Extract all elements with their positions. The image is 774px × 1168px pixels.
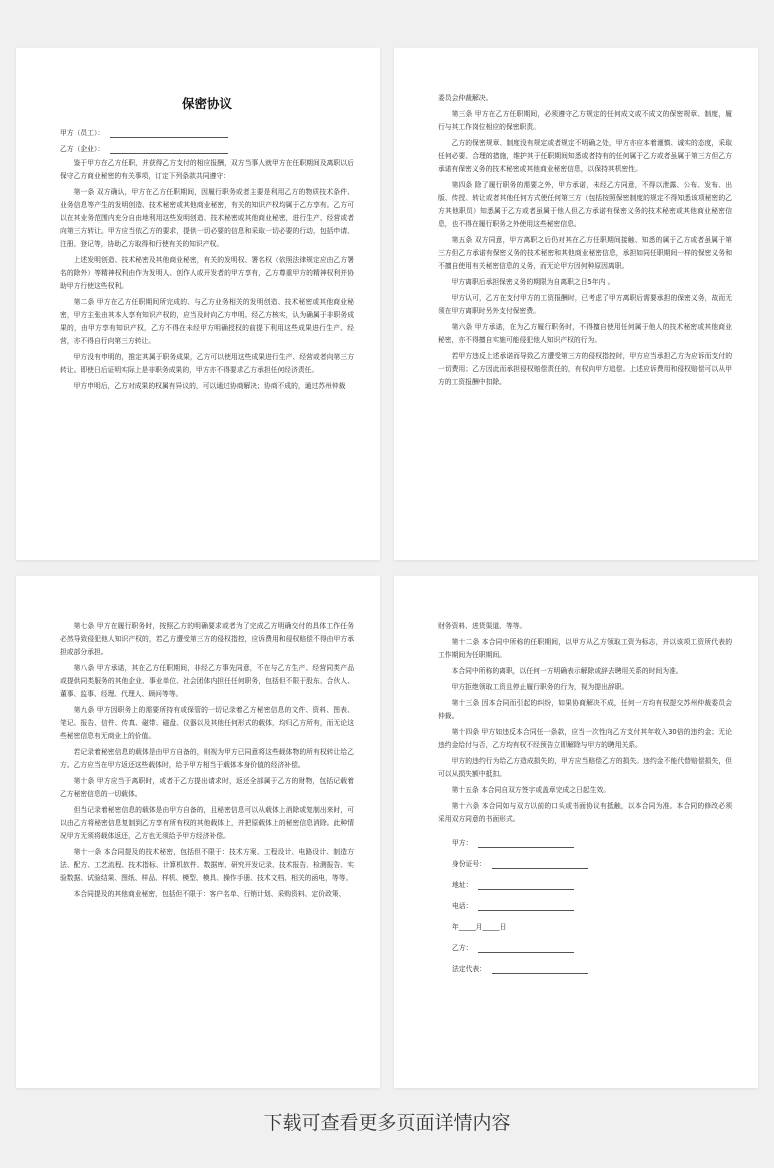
paragraph: 第十一条 本合同提及的技术秘密，包括但不限于：技术方案、工程设计、电路设计、制造方法、配方、工艺流程、技术指标、计算机软件、数据库、研究开发记录、技术报告、检测报告、实验数据、试验结果、图纸、样品、样机、模型、模具、操作手册、技术文档、相关的函电，等等。 <box>60 848 354 882</box>
sig-blank <box>478 902 574 911</box>
paragraph: 第十二条 本合同中所称的任职期间，以甲方从乙方领取工资为标志，并以该项工资所代表的工作期间为任职期间。 <box>438 638 732 659</box>
sig-id-number <box>452 859 732 869</box>
sig-party-a <box>452 838 732 848</box>
sig-label: 地址： <box>452 881 473 889</box>
sig-address <box>452 880 732 890</box>
page-title: 保密协议 <box>181 96 232 111</box>
paragraph: 甲方没有申明的，推定其属于职务成果，乙方可以使用这些成果进行生产、经营或者向第三方转让。即使日后证明实际上是非职务成果的，甲方亦不得要求乙方承担任何经济责任。 <box>60 353 354 374</box>
download-more-link[interactable]: 下载可查看更多页面详情内容 <box>263 1112 511 1134</box>
paragraph: 第八条 甲方承诺，其在乙方任职期间，非经乙方事先同意，不在与乙方生产、经营同类产品或提供同类服务的其他企业、事业单位、社会团体内担任任何职务，包括但不限于股东、合伙人、董事、监事、经理、代理人、顾问等等。 <box>60 664 354 698</box>
paragraph: 财务资料、进货渠道、等等。 <box>438 622 527 630</box>
paragraph: 委员会仲裁解决。 <box>438 94 493 102</box>
paragraph: 若甲方违反上述承诺而导致乙方遭受第三方的侵权指控时，甲方应当承担乙方为应诉而支付的一切费用；乙方因此而承担侵权赔偿责任的，有权向甲方追偿。上述应诉费用和侵权赔偿可以从甲方的工资报酬中扣除。 <box>438 352 732 386</box>
paragraph: 第六条 甲方承诺，在为乙方履行职务时，不得擅自使用任何属于他人的技术秘密或其他商业秘密，亦不得擅自实施可能侵犯他人知识产权的行为。 <box>438 323 732 344</box>
document-page-4 <box>394 576 758 1088</box>
paragraph: 本合同提及的其他商业秘密，包括但不限于：客户名单、行销计划、采购资料、定价政策、 <box>73 890 346 898</box>
paragraph: 本合同中所称的离职，以任何一方明确表示解除或辞去聘用关系的时间为准。 <box>451 667 683 675</box>
paragraph: 第十条 甲方应当于离职时，或者于乙方提出请求时，返还全部属于乙方的财物，包括记载着乙方秘密信息的一切载体。 <box>60 777 354 798</box>
paragraph: 甲方离职后承担保密义务的期限为自离职之日5年内 。 <box>451 278 615 286</box>
party-b-blank <box>110 145 228 154</box>
paragraph: 第七条 甲方在履行职务时，按照乙方的明确要求或者为了完成乙方明确交付的具体工作任务必然导致侵犯他人知识产权的，若乙方遭受第三方的侵权指控，应诉费用和侵权赔偿不得由甲方承担或部分承担。 <box>60 622 354 656</box>
sig-label: 电话： <box>452 902 473 910</box>
paragraph: 上述发明创造、技术秘密及其他商业秘密，有关的发明权、署名权（依照法律规定应由乙方署名的除外）等精神权利由作为发明人、创作人或开发者的甲方享有，乙方尊重甲方的精神权利并协助甲方行使这些权利。 <box>60 256 354 290</box>
sig-date-text: 年_____月_____日 <box>452 923 507 931</box>
paragraph: 第三条 甲方在乙方任职期间，必须遵守乙方规定的任何成文或不成文的保密规章、制度，履行与其工作岗位相应的保密职责。 <box>438 110 732 131</box>
paragraph: 乙方的保密规章、制度没有规定或者规定不明确之处，甲方亦应本着谨慎、诚实的态度，采取任何必要、合理的措施，维护其于任职期间知悉或者持有的任何属于乙方或者虽属于第三方但乙方承诺有保密义务的技术秘密或其他商业秘密信息，以保持其机密性。 <box>438 139 732 173</box>
sig-blank <box>478 839 574 848</box>
paragraph: 甲方申明后，乙方对成果的权属有异议的，可以通过协商解决；协商不成的，通过苏州仲裁 <box>73 382 346 390</box>
sig-legal-rep <box>452 964 732 974</box>
sig-blank <box>492 965 588 974</box>
document-page-3 <box>16 576 380 1088</box>
paragraph: 鉴于甲方在乙方任职，并获得乙方支付的相应报酬，双方当事人就甲方在任职期间及离职以后保守乙方商业秘密的有关事项，订定下列条款共同遵守： <box>60 159 354 180</box>
paragraph: 第十三条 因本合同而引起的纠纷，如果协商解决不成，任何一方均有权提交苏州仲裁委员会仲裁。 <box>438 699 732 720</box>
document-page-1 <box>16 48 380 560</box>
paragraph: 第十四条 甲方如违反本合同任一条款，应当一次性向乙方支付其年收入30倍的违约金；无论违约金给付与否，乙方均有权不经预告立即解除与甲方的聘用关系。 <box>438 728 732 749</box>
sig-label: 身份证号： <box>452 860 486 868</box>
signature-block <box>438 838 732 974</box>
paragraph: 第一条 双方确认，甲方在乙方任职期间，因履行职务或者主要是利用乙方的物质技术条件、业务信息等产生的发明创造、技术秘密或其他商业秘密，有关的知识产权均属于乙方享有。乙方可以在其业务范围内充分自由地利用这些发明创造、技术秘密或其他商业秘密，进行生产、经营或者向第三方转让。甲方应当依乙方的要求，提供一切必要的信息和采取一切必要的行动，包括申请、注册、登记等，协助乙方取得和行使有关的知识产权。 <box>60 188 354 248</box>
document-page-2 <box>394 48 758 560</box>
party-b-field <box>60 144 354 154</box>
sig-label: 甲方： <box>452 839 473 847</box>
sig-label: 法定代表： <box>452 965 486 973</box>
paragraph: 第四条 除了履行职务的需要之外，甲方承诺，未经乙方同意，不得以泄露、公布、发布、出版、传授、转让或者其他任何方式使任何第三方（包括按照保密制度的规定不得知悉该项秘密的乙方其他职员）知悉属于乙方或者虽属于他人但乙方承诺有保密义务的技术秘密或其他商业秘密信息，也不得在履行职务之外使用这些秘密信息。 <box>438 181 732 228</box>
paragraph: 若记录着秘密信息的载体是由甲方自备的，则视为甲方已同意将这些载体物的所有权转让给乙方。乙方应当在甲方返还这些载体时，给予甲方相当于载体本身价值的经济补偿。 <box>60 748 354 769</box>
party-a-blank <box>110 129 228 138</box>
party-a-field <box>60 128 354 138</box>
party-b-label: 乙方（企业）： <box>60 145 105 153</box>
paragraph: 甲方的违约行为给乙方造成损失的，甲方应当赔偿乙方的损失。违约金不能代替赔偿损失，但可以从损失额中抵扣。 <box>438 757 732 778</box>
sig-phone <box>452 901 732 911</box>
paragraph: 第二条 甲方在乙方任职期间所完成的、与乙方业务相关的发明创造、技术秘密或其他商业秘密，甲方主张由其本人享有知识产权的，应当及时向乙方申明。经乙方核实，认为确属于非职务成果的，由甲方享有知识产权，乙方不得在未经甲方明确授权的前提下利用这些成果进行生产、经营，亦不得自行向第三方转让。 <box>60 298 354 345</box>
sig-date <box>452 922 732 932</box>
sig-blank <box>478 944 574 953</box>
paragraph: 第九条 甲方因职务上的需要所持有或保管的一切记录着乙方秘密信息的文件、资料、图表、笔记、报告、信件、传真、磁带、磁盘、仪器以及其他任何形式的载体，均归乙方所有，而无论这些秘密信息有无商业上的价值。 <box>60 706 354 740</box>
party-a-label: 甲方（员工）： <box>60 129 105 137</box>
paragraph: 甲方认可，乙方在支付甲方的工资报酬时，已考虑了甲方离职后需要承担的保密义务，故而无须在甲方离职时另外支付保密费。 <box>438 294 732 315</box>
paragraph: 第五条 双方同意，甲方离职之后仍对其在乙方任职期间接触、知悉的属于乙方或者虽属于第三方但乙方承诺有保密义务的技术秘密和其他商业秘密信息，承担如同任职期间一样的保密义务和不擅自使用有关秘密信息的义务，而无论甲方因何种原因离职。 <box>438 236 732 270</box>
paragraph: 第十五条 本合同自双方签字或盖章完成之日起生效。 <box>451 786 611 794</box>
paragraph: 但当记录着秘密信息的载体是由甲方自备的，且秘密信息可以从载体上消除或复制出来时，可以由乙方将秘密信息复制到乙方享有所有权的其他载体上，并把原载体上的秘密信息消除。此种情况甲方无须将载体返还，乙方也无须给予甲方经济补偿。 <box>60 806 354 840</box>
sig-blank <box>478 881 574 890</box>
sig-blank <box>492 860 588 869</box>
sig-party-b <box>452 943 732 953</box>
paragraph: 甲方拒绝领取工资且停止履行职务的行为，视为提出辞职。 <box>451 683 629 691</box>
sig-label: 乙方： <box>452 944 473 952</box>
paragraph: 第十六条 本合同如与双方以前的口头或书面协议有抵触，以本合同为准。本合同的修改必须采用双方同意的书面形式。 <box>438 802 732 823</box>
